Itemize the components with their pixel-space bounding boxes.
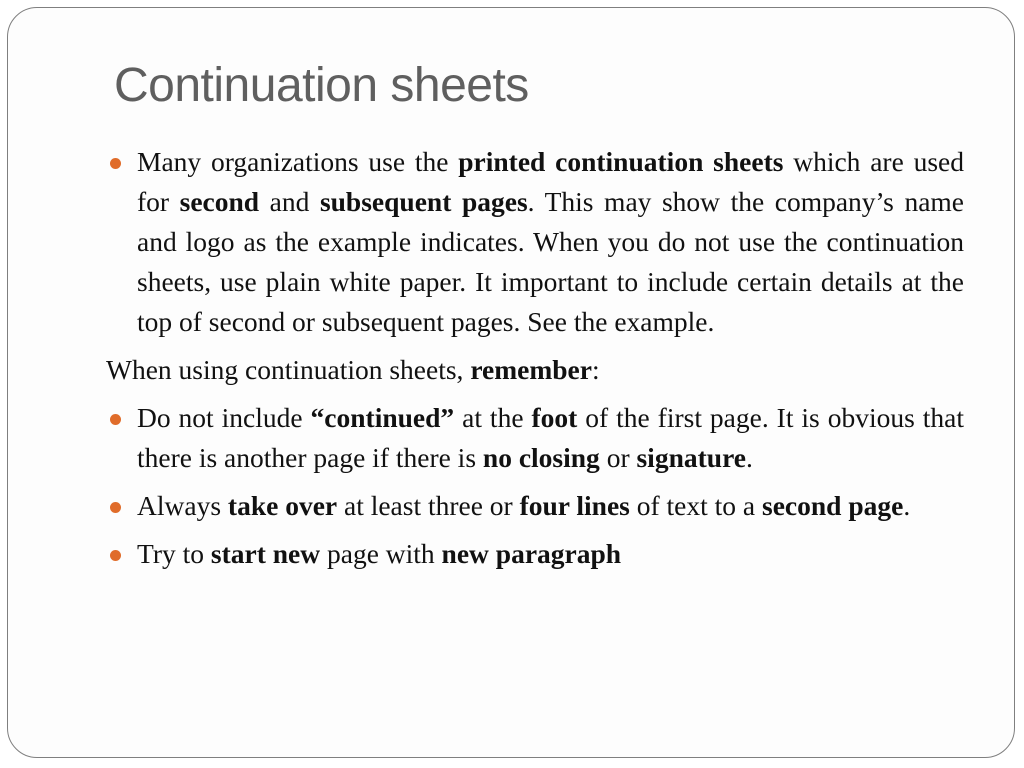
bullet-dot-icon <box>110 502 121 513</box>
bold-text: printed continuation sheets <box>458 146 784 177</box>
bullet-item <box>106 142 964 342</box>
bold-text: foot <box>531 402 578 433</box>
bold-text: second page <box>762 490 904 521</box>
text-run: of the first page. It is obvious that there is another page if there is <box>137 402 964 473</box>
bullet-item <box>106 486 964 526</box>
text-run: When using continuation sheets, <box>106 354 471 385</box>
text-run: at least three or <box>337 490 520 521</box>
text-run: which are used for <box>137 146 965 217</box>
text-run: : <box>591 354 600 385</box>
text-run: Many organizations use the <box>137 146 459 177</box>
slide-content <box>106 142 964 574</box>
remember-line <box>106 350 964 390</box>
text-run: and <box>259 186 320 217</box>
bold-text: new paragraph <box>441 538 622 569</box>
bullet-list-2 <box>106 398 964 574</box>
bold-text: four lines <box>519 490 630 521</box>
text-run: . <box>903 490 911 521</box>
bold-text: start new <box>210 538 321 569</box>
bullet-item <box>106 398 964 478</box>
bullet-dot-icon <box>110 550 121 561</box>
bold-text: take over <box>227 490 338 521</box>
text-run: Always <box>137 490 228 521</box>
text-run: or <box>599 442 637 473</box>
bold-text: second <box>179 186 260 217</box>
slide-title: Continuation sheets <box>114 59 529 112</box>
text-run: page with <box>320 538 442 569</box>
bold-text: signature <box>636 442 746 473</box>
text-run: Try to <box>137 538 211 569</box>
text-run: of text to a <box>629 490 762 521</box>
bullet-list-1 <box>106 142 964 342</box>
text-run: . This may show the company’s name and logo as the example indicates. When you do not use the continuation sheets, use plain white paper. It important to include certain details at the top of second or subsequent pages. See the example. <box>137 186 964 337</box>
bullet-dot-icon <box>110 414 121 425</box>
text-run: at the <box>454 402 532 433</box>
bold-text: no closing <box>482 442 600 473</box>
bold-text: remember <box>470 354 592 385</box>
bold-text: “continued” <box>310 402 455 433</box>
bullet-dot-icon <box>110 158 121 169</box>
text-run: . <box>746 442 753 473</box>
text-run: Do not include <box>137 402 311 433</box>
bullet-item <box>106 534 964 574</box>
slide-frame <box>7 7 1015 758</box>
bold-text: subsequent pages <box>319 186 528 217</box>
